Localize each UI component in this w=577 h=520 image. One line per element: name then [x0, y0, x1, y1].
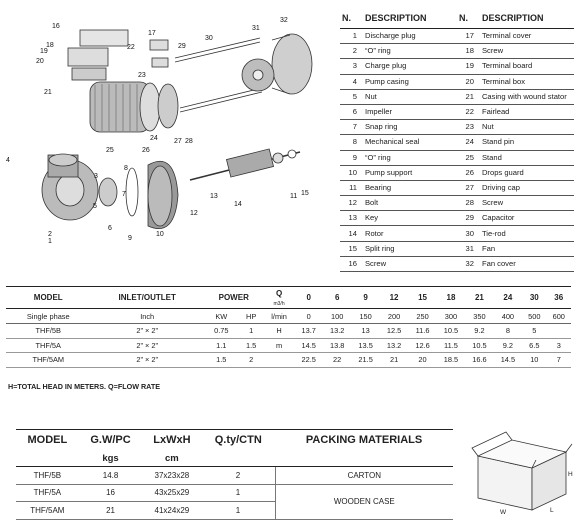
perf-head-value: 8 [494, 324, 522, 339]
part-description: Terminal cover [480, 29, 574, 44]
part-number: 32 [457, 256, 480, 271]
callout-7: 7 [122, 191, 126, 198]
callout-15: 15 [301, 190, 309, 197]
perf-head-value: 5 [522, 324, 546, 339]
packing-body [16, 467, 453, 520]
callout-18: 18 [46, 42, 54, 49]
packing-subheader-row [16, 450, 453, 467]
part-number: 2 [340, 44, 363, 59]
callout-5: 5 [93, 203, 97, 210]
part-number: 23 [457, 120, 480, 135]
callout-30: 30 [205, 35, 213, 42]
callout-32: 32 [280, 17, 288, 24]
pack-sub-kgs: kgs [79, 450, 143, 467]
pack-model: THF/5B [16, 467, 79, 485]
part-number: 20 [457, 74, 480, 89]
callout-23: 23 [138, 72, 146, 79]
perf-head-value: 21.5 [351, 353, 379, 368]
callout-27: 27 [174, 138, 182, 145]
packing-header-row [16, 430, 453, 451]
callout-14: 14 [234, 201, 242, 208]
callout-2: 2 [48, 231, 52, 238]
perf-hm-cell [264, 353, 295, 368]
carton-box-diagram [470, 428, 574, 516]
table-row [340, 150, 574, 165]
perf-m-label: m [264, 338, 295, 353]
part-number: 6 [340, 104, 363, 119]
part-number: 17 [457, 29, 480, 44]
part-number: 10 [340, 165, 363, 180]
table-row [340, 29, 574, 44]
table-row [340, 165, 574, 180]
pack-model: THF/5AM [16, 502, 79, 520]
table-row [340, 104, 574, 119]
callout-11: 11 [290, 193, 298, 200]
perf-head-value: 3 [547, 338, 571, 353]
perf-head-value: 9.2 [494, 338, 522, 353]
performance-note: H=TOTAL HEAD IN METERS. Q=FLOW RATE [8, 382, 161, 391]
part-number: 4 [340, 74, 363, 89]
callout-3: 3 [94, 173, 98, 180]
part-description: Tie-rod [480, 226, 574, 241]
perf-header-model: MODEL [6, 287, 91, 309]
perf-model: THF/5B [6, 324, 91, 339]
perf-model: THF/5A [6, 338, 91, 353]
callout-4: 4 [6, 157, 10, 164]
callout-31: 31 [252, 25, 260, 32]
perf-units-row [6, 309, 571, 324]
perf-head-value: 13.2 [323, 324, 351, 339]
part-description: Pump support [363, 165, 457, 180]
part-description: Bearing [363, 180, 457, 195]
callout-8: 8 [124, 165, 128, 172]
perf-unit-hp: HP [239, 309, 264, 324]
part-description: Discharge plug [363, 29, 457, 44]
packing-table [16, 429, 453, 520]
perf-head-value: 13.8 [323, 338, 351, 353]
part-description: Key [363, 211, 457, 226]
callout-20: 20 [36, 58, 44, 65]
perf-header-q: Q m3/h [264, 287, 295, 309]
callout-17: 17 [148, 30, 156, 37]
part-number: 28 [457, 196, 480, 211]
pack-header-qty: Q.ty/CTN [201, 430, 275, 451]
table-row [340, 226, 574, 241]
table-row [340, 256, 574, 271]
table-row [340, 89, 574, 104]
pack-header-gw: G.W/PC [79, 430, 143, 451]
callout-22: 22 [127, 44, 135, 51]
callout-10: 10 [156, 231, 164, 238]
perf-head-value: 20 [408, 353, 436, 368]
perf-head-value: 9.2 [465, 324, 493, 339]
part-description: Driving cap [480, 180, 574, 195]
part-description: Screw [480, 196, 574, 211]
perf-head-value: 10 [522, 353, 546, 368]
table-row [16, 484, 453, 502]
part-number: 15 [340, 241, 363, 256]
part-number: 7 [340, 120, 363, 135]
perf-head-value: 13 [351, 324, 379, 339]
perf-head-value: 16.6 [465, 353, 493, 368]
table-row [340, 196, 574, 211]
pack-sub-model [16, 450, 79, 467]
callout-9: 9 [128, 235, 132, 242]
pack-sub-materials [275, 450, 453, 467]
table-row [340, 180, 574, 195]
table-row [340, 59, 574, 74]
perf-head-value: 14.5 [494, 353, 522, 368]
part-description: Nut [480, 120, 574, 135]
table-row [340, 74, 574, 89]
part-description: Fan [480, 241, 574, 256]
parts-header-row [340, 8, 574, 29]
part-description: Fairlead [480, 104, 574, 119]
perf-header-q-9: 9 [351, 287, 379, 309]
part-description: Split ring [363, 241, 457, 256]
performance-table [6, 286, 571, 368]
perf-q-unit: m3/h [273, 300, 285, 307]
pack-qty: 1 [201, 484, 275, 502]
perf-head-value: 6.5 [522, 338, 546, 353]
perf-kw: 0.75 [204, 324, 239, 339]
pack-dims: 41x24x29 [142, 502, 201, 520]
part-number: 26 [457, 165, 480, 180]
perf-header-q-12: 12 [380, 287, 408, 309]
callout-16: 16 [52, 23, 60, 30]
part-number: 3 [340, 59, 363, 74]
part-description: “O” ring [363, 150, 457, 165]
callout-21: 21 [44, 89, 52, 96]
part-description: Nut [363, 89, 457, 104]
perf-lmin-200: 200 [380, 309, 408, 324]
part-description: Impeller [363, 104, 457, 119]
part-number: 1 [340, 29, 363, 44]
part-number: 9 [340, 150, 363, 165]
perf-header-q-36: 36 [547, 287, 571, 309]
perf-h-label: H [264, 324, 295, 339]
perf-head-value: 21 [380, 353, 408, 368]
part-number: 14 [340, 226, 363, 241]
parts-header-description: DESCRIPTION [363, 8, 457, 29]
table-row [6, 353, 571, 368]
box-label-l: L [550, 507, 554, 514]
perf-head-value: 7 [547, 353, 571, 368]
perf-head-value: 13.5 [351, 338, 379, 353]
perf-head-value: 10.5 [465, 338, 493, 353]
perf-kw: 1.1 [204, 338, 239, 353]
parts-header-description: DESCRIPTION [480, 8, 574, 29]
perf-lmin-350: 350 [465, 309, 493, 324]
perf-unit-inch: Inch [91, 309, 204, 324]
part-number: 13 [340, 211, 363, 226]
pack-gw: 14.8 [79, 467, 143, 485]
table-row [16, 467, 453, 485]
part-description: Snap ring [363, 120, 457, 135]
callout-28: 28 [185, 138, 193, 145]
perf-head-value: 10.5 [437, 324, 465, 339]
perf-header-q-24: 24 [494, 287, 522, 309]
part-description: Drops guard [480, 165, 574, 180]
callout-26: 26 [142, 147, 150, 154]
perf-head-value: 13.2 [380, 338, 408, 353]
pack-dims: 43x25x29 [142, 484, 201, 502]
pack-material: WOODEN CASE [275, 484, 453, 519]
perf-head-value: 12.6 [408, 338, 436, 353]
part-description: Charge plug [363, 59, 457, 74]
part-number: 25 [457, 150, 480, 165]
parts-header-n: N. [457, 8, 480, 29]
part-description: Screw [480, 44, 574, 59]
parts-table [340, 8, 574, 272]
table-row [6, 324, 571, 339]
table-row [340, 120, 574, 135]
table-row [340, 211, 574, 226]
perf-unit-kw: KW [204, 309, 239, 324]
part-description: Stand [480, 150, 574, 165]
part-description: Stand pin [480, 135, 574, 150]
table-row [340, 135, 574, 150]
part-description: Mechanical seal [363, 135, 457, 150]
part-number: 30 [457, 226, 480, 241]
callout-1: 1 [48, 238, 52, 245]
part-number: 8 [340, 135, 363, 150]
part-number: 31 [457, 241, 480, 256]
perf-header-q-18: 18 [437, 287, 465, 309]
part-description: Fan cover [480, 256, 574, 271]
part-number: 19 [457, 59, 480, 74]
pack-qty: 2 [201, 467, 275, 485]
perf-unit-phase: Single phase [6, 309, 91, 324]
perf-hp: 1.5 [239, 338, 264, 353]
perf-head-value: 11.6 [408, 324, 436, 339]
perf-lmin-400: 400 [494, 309, 522, 324]
callout-29: 29 [178, 43, 186, 50]
perf-lmin-500: 500 [522, 309, 546, 324]
perf-lmin-600: 600 [547, 309, 571, 324]
callout-25: 25 [106, 147, 114, 154]
perf-lmin-250: 250 [408, 309, 436, 324]
performance-body [6, 309, 571, 368]
perf-header-q-6: 6 [323, 287, 351, 309]
pack-qty: 1 [201, 502, 275, 520]
perf-header-inlet-outlet: INLET/OUTLET [91, 287, 204, 309]
part-description: “O” ring [363, 44, 457, 59]
perf-lmin-300: 300 [437, 309, 465, 324]
box-label-h: H [568, 471, 573, 478]
part-number: 22 [457, 104, 480, 119]
table-row [6, 338, 571, 353]
part-number: 11 [340, 180, 363, 195]
pack-header-materials: PACKING MATERIALS [275, 430, 453, 451]
pack-gw: 16 [79, 484, 143, 502]
perf-model: THF/5AM [6, 353, 91, 368]
perf-header-q-15: 15 [408, 287, 436, 309]
part-description: Rotor [363, 226, 457, 241]
callout-19: 19 [40, 48, 48, 55]
perf-head-value: 12.5 [380, 324, 408, 339]
callout-24: 24 [150, 135, 158, 142]
perf-hp: 2 [239, 353, 264, 368]
perf-header-q-30: 30 [522, 287, 546, 309]
part-description: Screw [363, 256, 457, 271]
part-number: 18 [457, 44, 480, 59]
part-description: Capacitor [480, 211, 574, 226]
perf-lmin-100: 100 [323, 309, 351, 324]
part-number: 24 [457, 135, 480, 150]
pack-material: CARTON [275, 467, 453, 485]
part-number: 21 [457, 89, 480, 104]
pack-dims: 37x23x28 [142, 467, 201, 485]
box-label-w: W [500, 509, 507, 516]
parts-body [340, 29, 574, 272]
perf-inlet: 2” × 2” [91, 324, 204, 339]
pack-sub-cm: cm [142, 450, 201, 467]
perf-header-power: POWER [204, 287, 264, 309]
parts-header-n: N. [340, 8, 363, 29]
perf-unit-lmin: l/min [264, 309, 295, 324]
pack-sub-qty [201, 450, 275, 467]
perf-head-value: 13.7 [294, 324, 322, 339]
callout-12: 12 [190, 210, 198, 217]
pack-model: THF/5A [16, 484, 79, 502]
perf-kw: 1.5 [204, 353, 239, 368]
part-description: Casing with wound stator [480, 89, 574, 104]
part-number: 27 [457, 180, 480, 195]
performance-header-row [6, 287, 571, 309]
callout-13: 13 [210, 193, 218, 200]
perf-lmin-150: 150 [351, 309, 379, 324]
part-number: 5 [340, 89, 363, 104]
perf-head-value: 14.5 [294, 338, 322, 353]
perf-hp: 1 [239, 324, 264, 339]
perf-header-q-21: 21 [465, 287, 493, 309]
perf-inlet: 2” × 2” [91, 353, 204, 368]
part-description: Bolt [363, 196, 457, 211]
part-description: Terminal board [480, 59, 574, 74]
pack-gw: 21 [79, 502, 143, 520]
perf-head-value [547, 324, 571, 339]
part-description: Pump casing [363, 74, 457, 89]
perf-header-q-0: 0 [294, 287, 322, 309]
perf-inlet: 2” × 2” [91, 338, 204, 353]
exploded-pump-diagram [0, 0, 336, 250]
perf-head-value: 11.5 [437, 338, 465, 353]
part-number: 16 [340, 256, 363, 271]
perf-head-value: 22 [323, 353, 351, 368]
part-number: 12 [340, 196, 363, 211]
part-description: Terminal box [480, 74, 574, 89]
part-number: 29 [457, 211, 480, 226]
table-row [340, 44, 574, 59]
pack-header-dims: LxWxH [142, 430, 201, 451]
callout-6: 6 [108, 225, 112, 232]
pack-header-model: MODEL [16, 430, 79, 451]
table-row [340, 241, 574, 256]
perf-head-value: 18.5 [437, 353, 465, 368]
perf-head-value: 22.5 [294, 353, 322, 368]
perf-lmin-0: 0 [294, 309, 322, 324]
